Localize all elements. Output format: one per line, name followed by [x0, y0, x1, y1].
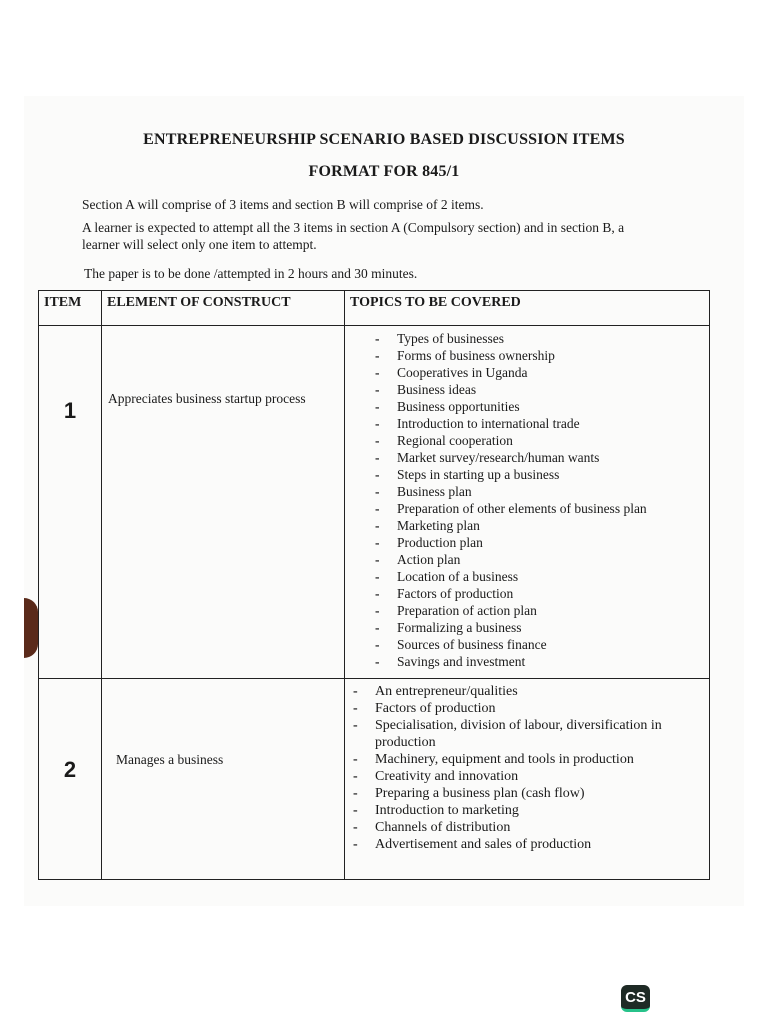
table-header-row [39, 291, 710, 326]
topics-table [38, 290, 710, 880]
element-text: Appreciates business startup process [108, 391, 306, 406]
item-cell [39, 326, 102, 679]
list-item: - Creativity and innovation [375, 768, 709, 785]
list-item: - Factors of production [375, 700, 709, 717]
document-subtitle: FORMAT FOR 845/1 [308, 163, 460, 180]
list-item: - Cooperatives in Uganda [397, 364, 709, 381]
paragraph-duration: The paper is to be done /attempted in 2 hours and 30 minutes. [84, 266, 418, 281]
element-cell [102, 326, 345, 679]
topics-cell [345, 326, 710, 679]
table-row [39, 679, 710, 880]
header-item: ITEM [39, 291, 102, 326]
paragraph-sections: Section A will comprise of 3 items and section B will comprise of 2 items. [82, 197, 484, 212]
element-text: Manages a business [116, 752, 224, 767]
list-item: - Types of businesses [397, 330, 709, 347]
list-item: - Marketing plan [397, 517, 709, 534]
scan-edge-mark [24, 598, 38, 658]
list-item: - Business opportunities [397, 398, 709, 415]
element-cell [102, 679, 345, 880]
list-item: - Formalizing a business [397, 619, 709, 636]
list-item: - Market survey/research/human wants [397, 449, 709, 466]
item-number: 1 [63, 398, 77, 423]
paragraph-instructions: A learner is expected to attempt all the 3 items in section A (Compulsory section) and in section B, a learner will select only one item to attempt. [82, 220, 625, 252]
list-item: - An entrepreneur/qualities [375, 683, 709, 700]
list-item: - Advertisement and sales of production [375, 836, 709, 853]
topics-list [345, 326, 709, 670]
header-topics: TOPICS TO BE COVERED [345, 291, 710, 326]
list-item: - Introduction to marketing [375, 802, 709, 819]
list-item: - Savings and investment [397, 653, 709, 670]
list-item: - Introduction to international trade [397, 415, 709, 432]
list-item: - Steps in starting up a business [397, 466, 709, 483]
list-item: - Preparation of other elements of business plan [397, 500, 709, 517]
list-item: - Specialisation, division of labour, diversification in production [375, 717, 709, 751]
list-item: - Forms of business ownership [397, 347, 709, 364]
list-item: - Preparing a business plan (cash flow) [375, 785, 709, 802]
topics-cell [345, 679, 710, 880]
list-item: - Action plan [397, 551, 709, 568]
list-item: - Channels of distribution [375, 819, 709, 836]
list-item: - Location of a business [397, 568, 709, 585]
item-cell [39, 679, 102, 880]
topics-list [345, 679, 709, 853]
document-title: ENTREPRENEURSHIP SCENARIO BASED DISCUSSION ITEMS [143, 131, 625, 148]
table-row [39, 326, 710, 679]
list-item: - Regional cooperation [397, 432, 709, 449]
list-item: - Machinery, equipment and tools in production [375, 751, 709, 768]
list-item: - Business ideas [397, 381, 709, 398]
list-item: - Factors of production [397, 585, 709, 602]
list-item: - Sources of business finance [397, 636, 709, 653]
list-item: - Business plan [397, 483, 709, 500]
header-element: ELEMENT OF CONSTRUCT [102, 291, 345, 326]
camscanner-logo: CS [621, 985, 650, 1012]
list-item: - Preparation of action plan [397, 602, 709, 619]
list-item: - Production plan [397, 534, 709, 551]
item-number: 2 [63, 757, 77, 782]
